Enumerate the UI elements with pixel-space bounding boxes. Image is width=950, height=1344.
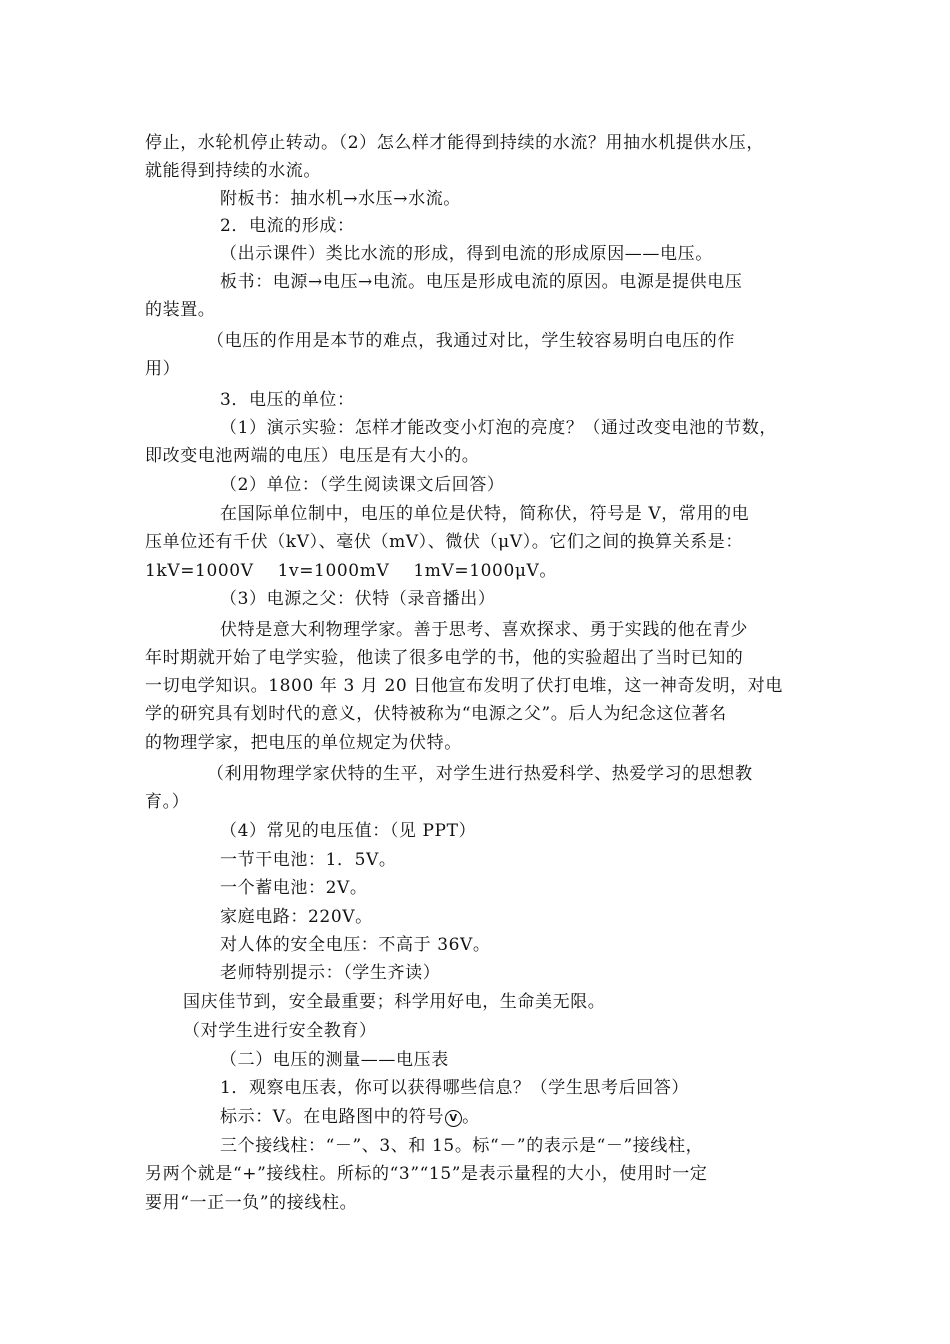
- voltmeter-symbol-icon: V: [445, 1110, 462, 1127]
- text-line: 另两个就是“+”接线柱。所标的“3”“15”是表示量程的大小，使用时一定: [145, 1164, 708, 1184]
- text-line: 学的研究具有划时代的意义，伏特被称为“电源之父”。后人为纪念这位著名: [145, 704, 727, 724]
- text-line: 停止，水轮机停止转动。（2）怎么样才能得到持续的水流？用抽水机提供水压，: [145, 133, 764, 153]
- section-heading: 3．电压的单位：: [220, 390, 355, 410]
- text-line: （1）演示实验：怎样才能改变小灯泡的亮度？（通过改变电池的节数，: [220, 418, 778, 438]
- text-line: （电压的作用是本节的难点，我通过对比，学生较容易明白电压的作: [207, 331, 735, 351]
- text-line: 1．观察电压表，你可以获得哪些信息？（学生思考后回答）: [220, 1078, 690, 1098]
- text-line: 的装置。: [145, 300, 216, 320]
- text-line: 一节干电池：1．5V。: [220, 850, 397, 870]
- text-line: 压单位还有千伏（kV）、毫伏（mV）、微伏（μV）。它们之间的换算关系是：: [145, 532, 743, 552]
- section-heading: 2．电流的形成：: [220, 216, 355, 236]
- text-line: 即改变电池两端的电压）电压是有大小的。: [145, 446, 480, 466]
- text-line: 对人体的安全电压：不高于 36V。: [220, 935, 491, 955]
- text-line: 三个接线柱：“－”、3、和 15。标“－”的表示是“－”接线柱，: [220, 1136, 704, 1156]
- text-line: 板书：电源→电压→电流。电压是形成电流的原因。电源是提供电压: [220, 272, 743, 292]
- symbol-line-text: 标示：V。在电路图中的符号: [220, 1107, 445, 1127]
- section-heading: （二）电压的测量——电压表: [220, 1050, 449, 1070]
- text-line: 在国际单位制中，电压的单位是伏特，简称伏，符号是 V，常用的电: [220, 504, 750, 524]
- text-line: 伏特是意大利物理学家。善于思考、喜欢探求、勇于实践的他在青少: [220, 620, 748, 640]
- text-line: （利用物理学家伏特的生平，对学生进行热爱科学、热爱学习的思想教: [207, 764, 753, 784]
- text-line: 一个蓄电池：2V。: [220, 878, 368, 898]
- formula-line: 1kV=1000V 1v=1000mV 1mV=1000μV。: [145, 561, 557, 581]
- text-line: 一切电学知识。1800 年 3 月 20 日他宣布发明了伏打电堆，这一神奇发明，对电: [145, 676, 783, 696]
- text-line: （4）常见的电压值：（见 PPT）: [220, 821, 477, 841]
- text-line: 用）: [145, 359, 181, 379]
- text-line: （2）单位：（学生阅读课文后回答）: [220, 475, 505, 495]
- symbol-line-end: 。: [462, 1107, 480, 1127]
- symbol-line: [220, 1106, 480, 1128]
- text-line: （3）电源之父：伏特（录音播出）: [220, 589, 496, 609]
- text-line: 国庆佳节到，安全最重要；科学用好电，生命美无限。: [183, 992, 606, 1012]
- text-line: 老师特别提示：（学生齐读）: [220, 963, 441, 983]
- text-line: （对学生进行安全教育）: [183, 1021, 377, 1041]
- text-line: （出示课件）类比水流的形成，得到电流的形成原因——电压。: [220, 244, 713, 264]
- text-line: 的物理学家，把电压的单位规定为伏特。: [145, 733, 462, 753]
- text-line: 年时期就开始了电学实验，他读了很多电学的书，他的实验超出了当时已知的: [145, 648, 744, 668]
- text-line: 家庭电路：220V。: [220, 907, 373, 927]
- text-line: 要用“一正一负”的接线柱。: [145, 1193, 358, 1213]
- text-line: 附板书：抽水机→水压→水流。: [220, 189, 461, 209]
- text-line: 育。）: [145, 792, 190, 812]
- text-line: 就能得到持续的水流。: [145, 161, 321, 181]
